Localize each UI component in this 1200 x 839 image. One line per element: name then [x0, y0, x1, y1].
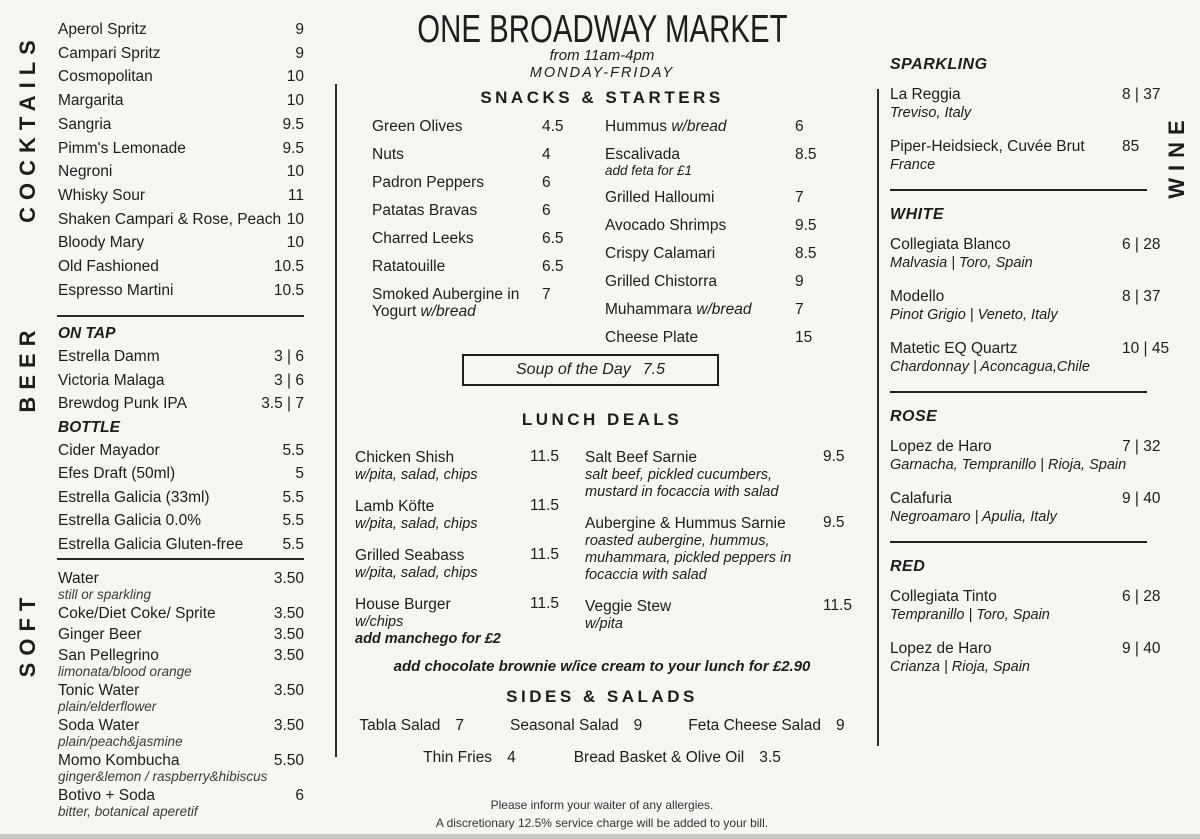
wine-red-header: RED	[890, 558, 926, 575]
item-name: Estrella Galicia 0.0%	[58, 512, 202, 530]
item-name: Modello	[890, 288, 945, 305]
item-name: Efes Draft (50ml)	[58, 465, 176, 483]
menu-item-row	[372, 146, 587, 163]
wine-column	[890, 56, 1170, 691]
item-price: 6	[295, 787, 304, 804]
item-name: Ratatouille	[372, 258, 446, 275]
lunch-addon-note: add chocolate brownie w/ice cream to your lunch for £2.90	[393, 658, 811, 675]
menu-item-row	[58, 717, 304, 749]
item-name: Patatas Bravas	[372, 202, 478, 219]
item-description: salt beef, pickled cucumbers, mustard in focaccia with salad	[585, 467, 779, 500]
item-price: 3.50	[273, 570, 304, 587]
item-description: Garnacha, Tempranillo | Rioja, Spain	[890, 457, 1127, 473]
menu-item-row	[372, 202, 587, 219]
beer-on-tap-header: ON TAP	[58, 325, 116, 342]
beer-on-tap-items	[58, 345, 304, 415]
wine-red-items	[890, 587, 1163, 677]
item-price: 10.5	[273, 258, 304, 276]
item-name: Collegiata Tinto	[890, 588, 997, 605]
item-name: Old Fashioned	[58, 258, 159, 276]
item-description: w/pita	[585, 616, 623, 632]
item-price: 9.5	[795, 217, 817, 234]
wine-white-items	[890, 235, 1170, 377]
item-price: 11.5	[823, 597, 853, 614]
item-price: 4	[507, 749, 516, 766]
item-name: Thin Fries	[423, 749, 493, 766]
item-name: Veggie Stew	[585, 598, 672, 615]
item-price: 11.5	[530, 497, 560, 514]
item-name: Sangria	[58, 115, 112, 133]
menu-item-row	[58, 486, 304, 509]
item-description: w/pita, salad, chips	[355, 467, 478, 483]
item-price: 5.5	[282, 442, 304, 460]
item-price: 85	[1122, 138, 1140, 155]
item-name: Collegiata Blanco	[890, 236, 1011, 253]
menu-item-row	[372, 118, 587, 135]
menu-item-row	[58, 18, 304, 42]
menu-item-row	[58, 345, 304, 368]
item-price: 15	[795, 329, 813, 346]
item-price: 9 | 40	[1122, 640, 1161, 657]
item-price: 3.5	[759, 749, 781, 766]
item-name: Whisky Sour	[58, 186, 145, 204]
soft-drinks-list	[58, 570, 304, 822]
lunch-heading: LUNCH DEALS	[521, 410, 683, 429]
divider-sparkling-white	[890, 189, 1147, 191]
item-name: Calafuria	[890, 490, 953, 507]
item-name: Estrella Galicia (33ml)	[58, 488, 210, 506]
wine-rose-header: ROSE	[890, 408, 938, 425]
item-description: Pinot Grigio | Veneto, Italy	[890, 307, 1058, 323]
item-name: Lamb Köfte	[355, 498, 435, 515]
item-price: 4.5	[542, 118, 564, 135]
item-price: 11.5	[530, 595, 560, 612]
item-price: 9.5	[823, 448, 845, 465]
menu-item-row	[890, 639, 1163, 677]
item-price: 8 | 37	[1122, 288, 1161, 305]
item-price: 6.5	[542, 258, 564, 275]
item-name: Aperol Spritz	[58, 21, 147, 38]
item-name: Negroni	[58, 163, 113, 181]
item-price: 7	[795, 189, 804, 206]
wine-sparkling-header: SPARKLING	[890, 56, 988, 73]
soup-name: Soup of the Day	[516, 361, 631, 378]
item-price: 5.5	[282, 488, 304, 506]
menu-item-row	[605, 273, 830, 290]
item-name: Padron Peppers	[372, 174, 485, 191]
scan-edge	[0, 834, 1200, 839]
item-description: Chardonnay | Aconcagua,Chile	[890, 359, 1090, 375]
item-name: Grilled Halloumi	[605, 189, 715, 206]
menu-item-row	[585, 514, 860, 584]
item-name: Grilled Seabass	[355, 547, 465, 564]
menu-item-row	[355, 546, 570, 582]
item-price: 11	[287, 186, 304, 204]
menu-item-row	[58, 113, 304, 137]
item-price: 9	[295, 21, 304, 38]
item-price: 3 | 6	[274, 348, 304, 366]
menu-item-row	[372, 230, 587, 247]
item-description: roasted aubergine, hummus, muhammara, pickled peppers in focaccia with salad	[585, 533, 792, 583]
opening-hours: from 11am-4pm	[549, 47, 655, 64]
item-price: 10	[286, 92, 304, 110]
menu-item-row	[58, 160, 304, 184]
divider-rose-red	[890, 541, 1147, 543]
menu-item-row	[58, 682, 304, 714]
menu-item-row	[58, 647, 304, 679]
item-name-note: w/bread	[667, 118, 727, 135]
item-price: 7	[795, 301, 804, 318]
menu-item-row	[359, 717, 464, 735]
item-price: 3.50	[273, 626, 304, 643]
menu-item-row	[58, 89, 304, 113]
item-price: 11.5	[530, 546, 560, 563]
menu-item-row	[58, 184, 304, 208]
item-price: 10.5	[273, 281, 304, 299]
menu-item-row	[58, 369, 304, 392]
sides-heading: SIDES & SALADS	[506, 687, 698, 706]
item-name: Seasonal Salad	[510, 717, 619, 734]
menu-item-row	[510, 717, 642, 735]
menu-item-row	[58, 787, 304, 819]
item-name: Botivo + Soda	[58, 787, 155, 804]
menu-item-row	[58, 279, 304, 303]
menu-item-row	[890, 235, 1163, 273]
menu-item-row	[58, 509, 304, 532]
menu-item-row	[890, 339, 1170, 377]
menu-item-row	[605, 189, 830, 206]
item-price: 6	[795, 118, 804, 135]
menu-item-row	[890, 437, 1163, 475]
item-description: Treviso, Italy	[890, 105, 972, 121]
item-name: Bread Basket & Olive Oil	[573, 749, 745, 766]
menu-item-row	[890, 489, 1163, 527]
item-description: Tempranillo | Toro, Spain	[890, 607, 1050, 623]
item-price: 10	[286, 68, 304, 86]
item-name: Hummus	[605, 118, 668, 135]
menu-item-row	[890, 137, 1163, 175]
item-price: 5.50	[273, 752, 304, 769]
item-price: 9	[295, 44, 304, 62]
allergy-notice: Please inform your waiter of any allergies.	[490, 798, 714, 812]
item-name: Campari Spritz	[58, 44, 161, 62]
item-description: w/pita, salad, chips	[355, 516, 478, 532]
beer-section-label: BEER	[15, 323, 40, 413]
menu-item-row	[688, 717, 844, 735]
item-name: Aubergine & Hummus Sarnie	[585, 515, 786, 532]
item-price: 3.50	[273, 605, 304, 622]
item-description: Malvasia | Toro, Spain	[890, 255, 1033, 271]
item-name: Cider Mayador	[58, 442, 160, 460]
header	[338, 8, 866, 51]
menu-item-row	[58, 208, 304, 232]
item-description: plain/peach&jasmine	[58, 734, 183, 749]
lunch-column-1	[355, 448, 570, 661]
item-price: 9.5	[823, 514, 845, 531]
item-name-note: w/bread	[416, 303, 476, 320]
item-name: Green Olives	[372, 118, 463, 135]
menu-item-row	[58, 65, 304, 89]
item-name: Muhammara	[605, 301, 692, 318]
item-price: 7 | 32	[1122, 438, 1161, 455]
item-name: Ginger Beer	[58, 626, 142, 643]
menu-item-row	[605, 245, 830, 262]
menu-item-row	[605, 329, 830, 346]
item-name: Tabla Salad	[359, 717, 441, 734]
item-price: 5.5	[282, 535, 304, 553]
item-name: Bloody Mary	[58, 234, 145, 252]
item-price: 10	[286, 210, 304, 228]
beer-bottle-items	[58, 439, 304, 556]
item-name: Charred Leeks	[372, 230, 474, 247]
menu-item-row	[585, 448, 860, 501]
menu-item-row	[58, 392, 304, 415]
menu-item-row	[58, 570, 304, 602]
item-name: Crispy Calamari	[605, 245, 716, 262]
item-name: Chicken Shish	[355, 449, 455, 466]
item-name: Espresso Martini	[58, 281, 174, 299]
wine-white-header: WHITE	[890, 206, 945, 223]
restaurant-title: ONE BROADWAY MARKET	[416, 8, 788, 51]
item-price: 10 | 45	[1122, 340, 1170, 357]
item-name: Smoked Aubergine in Yogurt	[372, 286, 520, 320]
beer-bottle-header: BOTTLE	[58, 418, 120, 436]
item-name: Grilled Chistorra	[605, 273, 717, 290]
menu-item-row	[58, 752, 304, 784]
menu-item-row	[585, 597, 860, 633]
item-price: 3 | 6	[274, 371, 304, 389]
item-price: 6 | 28	[1122, 236, 1161, 253]
service-charge-notice: A discretionary 12.5% service charge will be added to your bill.	[435, 815, 769, 830]
beer-list	[58, 322, 304, 556]
item-name: Shaken Campari & Rose, Peach	[58, 210, 282, 228]
item-description: add feta for £1	[605, 163, 693, 178]
cocktails-list	[58, 18, 304, 302]
item-price: 7	[542, 286, 551, 303]
item-name: Lopez de Haro	[890, 438, 992, 455]
menu-item-row	[58, 439, 304, 462]
item-description: still or sparkling	[58, 587, 152, 602]
item-price: 6	[542, 202, 551, 219]
item-price: 9	[633, 717, 643, 734]
menu-item-row	[58, 137, 304, 161]
menu-item-row	[605, 301, 830, 318]
divider-center-right	[877, 89, 879, 746]
item-name: San Pellegrino	[58, 647, 159, 664]
wine-sparkling-items	[890, 85, 1163, 175]
sides-row-2	[338, 749, 866, 767]
item-price: 8.5	[795, 146, 817, 163]
item-description: Crianza | Rioja, Spain	[890, 659, 1030, 675]
item-name: Coke/Diet Coke/ Sprite	[58, 605, 216, 622]
item-price: 4	[542, 146, 551, 163]
snacks-column-1	[372, 118, 587, 331]
item-price: 7	[455, 717, 465, 734]
item-price: 5.5	[282, 512, 304, 530]
item-price: 10	[286, 234, 304, 252]
item-price: 3.5 | 7	[261, 395, 304, 413]
opening-days: MONDAY-FRIDAY	[529, 65, 675, 81]
menu-item-row	[58, 626, 304, 644]
item-name: Cheese Plate	[605, 329, 699, 346]
item-name: Escalivada	[605, 146, 680, 163]
wine-section-label: WINE	[1164, 113, 1189, 199]
item-price: 9	[835, 717, 845, 734]
item-name: Lopez de Haro	[890, 640, 992, 657]
lunch-column-2	[585, 448, 860, 646]
menu-item-row	[372, 174, 587, 191]
item-description: bitter, botanical aperetif	[58, 804, 198, 819]
menu-item-row	[372, 286, 587, 320]
sides-row-1	[338, 717, 866, 735]
cocktails-section-label: COCKTAILS	[15, 33, 40, 223]
menu-item-row	[355, 595, 570, 648]
divider-left-center	[335, 84, 337, 757]
item-price: 9	[795, 273, 804, 290]
menu-item-row	[58, 533, 304, 556]
item-description: w/pita, salad, chips	[355, 565, 478, 581]
item-price: 6.5	[542, 230, 564, 247]
item-name: Momo Kombucha	[58, 752, 180, 769]
item-price: 8 | 37	[1122, 86, 1161, 103]
wine-rose-items	[890, 437, 1163, 527]
item-price: 11.5	[530, 448, 560, 465]
snacks-heading: SNACKS & STARTERS	[480, 88, 724, 107]
item-name: Water	[58, 570, 99, 587]
item-name: Brewdog Punk IPA	[58, 395, 187, 413]
menu-item-row	[890, 85, 1163, 123]
item-name: Estrella Damm	[58, 348, 160, 366]
item-price: 3.50	[273, 647, 304, 664]
item-name: Tonic Water	[58, 682, 140, 699]
item-name: Feta Cheese Salad	[688, 717, 821, 734]
menu-item-row	[890, 287, 1163, 325]
item-description: France	[890, 157, 936, 173]
item-name: Avocado Shrimps	[605, 217, 727, 234]
menu-item-row	[605, 146, 830, 178]
item-name: Margarita	[58, 92, 124, 110]
snacks-column-2	[605, 118, 830, 357]
item-name: House Burger	[355, 596, 451, 613]
item-price: 8.5	[795, 245, 817, 262]
menu-item-row	[372, 258, 587, 275]
item-name: Cosmopolitan	[58, 68, 153, 86]
menu-item-row	[355, 497, 570, 533]
divider-white-rose	[890, 391, 1147, 393]
item-name: La Reggia	[890, 86, 961, 103]
menu-item-row	[58, 231, 304, 255]
item-description: Negroamaro | Apulia, Italy	[890, 509, 1057, 525]
menu-item-row	[605, 217, 830, 234]
item-price: 9.5	[282, 139, 304, 157]
item-name: Salt Beef Sarnie	[585, 449, 698, 466]
menu-item-row	[58, 462, 304, 485]
menu-item-row	[890, 587, 1163, 625]
item-price: 10	[286, 163, 304, 181]
item-description: limonata/blood orange	[58, 664, 192, 679]
item-description: w/chips	[355, 614, 404, 630]
item-name-note: w/bread	[692, 301, 752, 318]
item-price: 3.50	[273, 682, 304, 699]
item-name: Matetic EQ Quartz	[890, 340, 1018, 357]
item-name: Nuts	[372, 146, 404, 163]
divider-cocktails-beer	[57, 315, 304, 317]
item-name: Piper-Heidsieck, Cuvée Brut	[890, 138, 1085, 155]
item-price: 9.5	[282, 115, 304, 133]
item-name: Estrella Galicia Gluten-free	[58, 535, 244, 553]
item-price: 6	[542, 174, 551, 191]
soft-section-label: SOFT	[15, 590, 40, 678]
item-description: ginger&lemon / raspberry&hibiscus	[58, 769, 268, 784]
menu-item-row	[574, 749, 781, 767]
item-price: 3.50	[273, 717, 304, 734]
item-price: 9 | 40	[1122, 490, 1161, 507]
menu-item-row	[355, 448, 570, 484]
item-name: Pimm's Lemonade	[58, 139, 186, 157]
footer	[338, 797, 866, 832]
divider-beer-soft	[57, 558, 304, 560]
soup-of-the-day-box	[462, 354, 719, 386]
menu-item-row	[58, 255, 304, 279]
item-name: Victoria Malaga	[58, 371, 165, 389]
menu-item-row	[58, 42, 304, 66]
menu-item-row	[605, 118, 830, 135]
item-description: plain/elderflower	[58, 699, 157, 714]
item-price: 5	[295, 465, 304, 483]
soup-price: 7.5	[642, 361, 665, 378]
item-extra: add manchego for £2	[355, 631, 501, 647]
item-price: 6 | 28	[1122, 588, 1161, 605]
item-name: Soda Water	[58, 717, 140, 734]
menu-item-row	[423, 749, 516, 767]
menu-item-row	[58, 605, 304, 623]
